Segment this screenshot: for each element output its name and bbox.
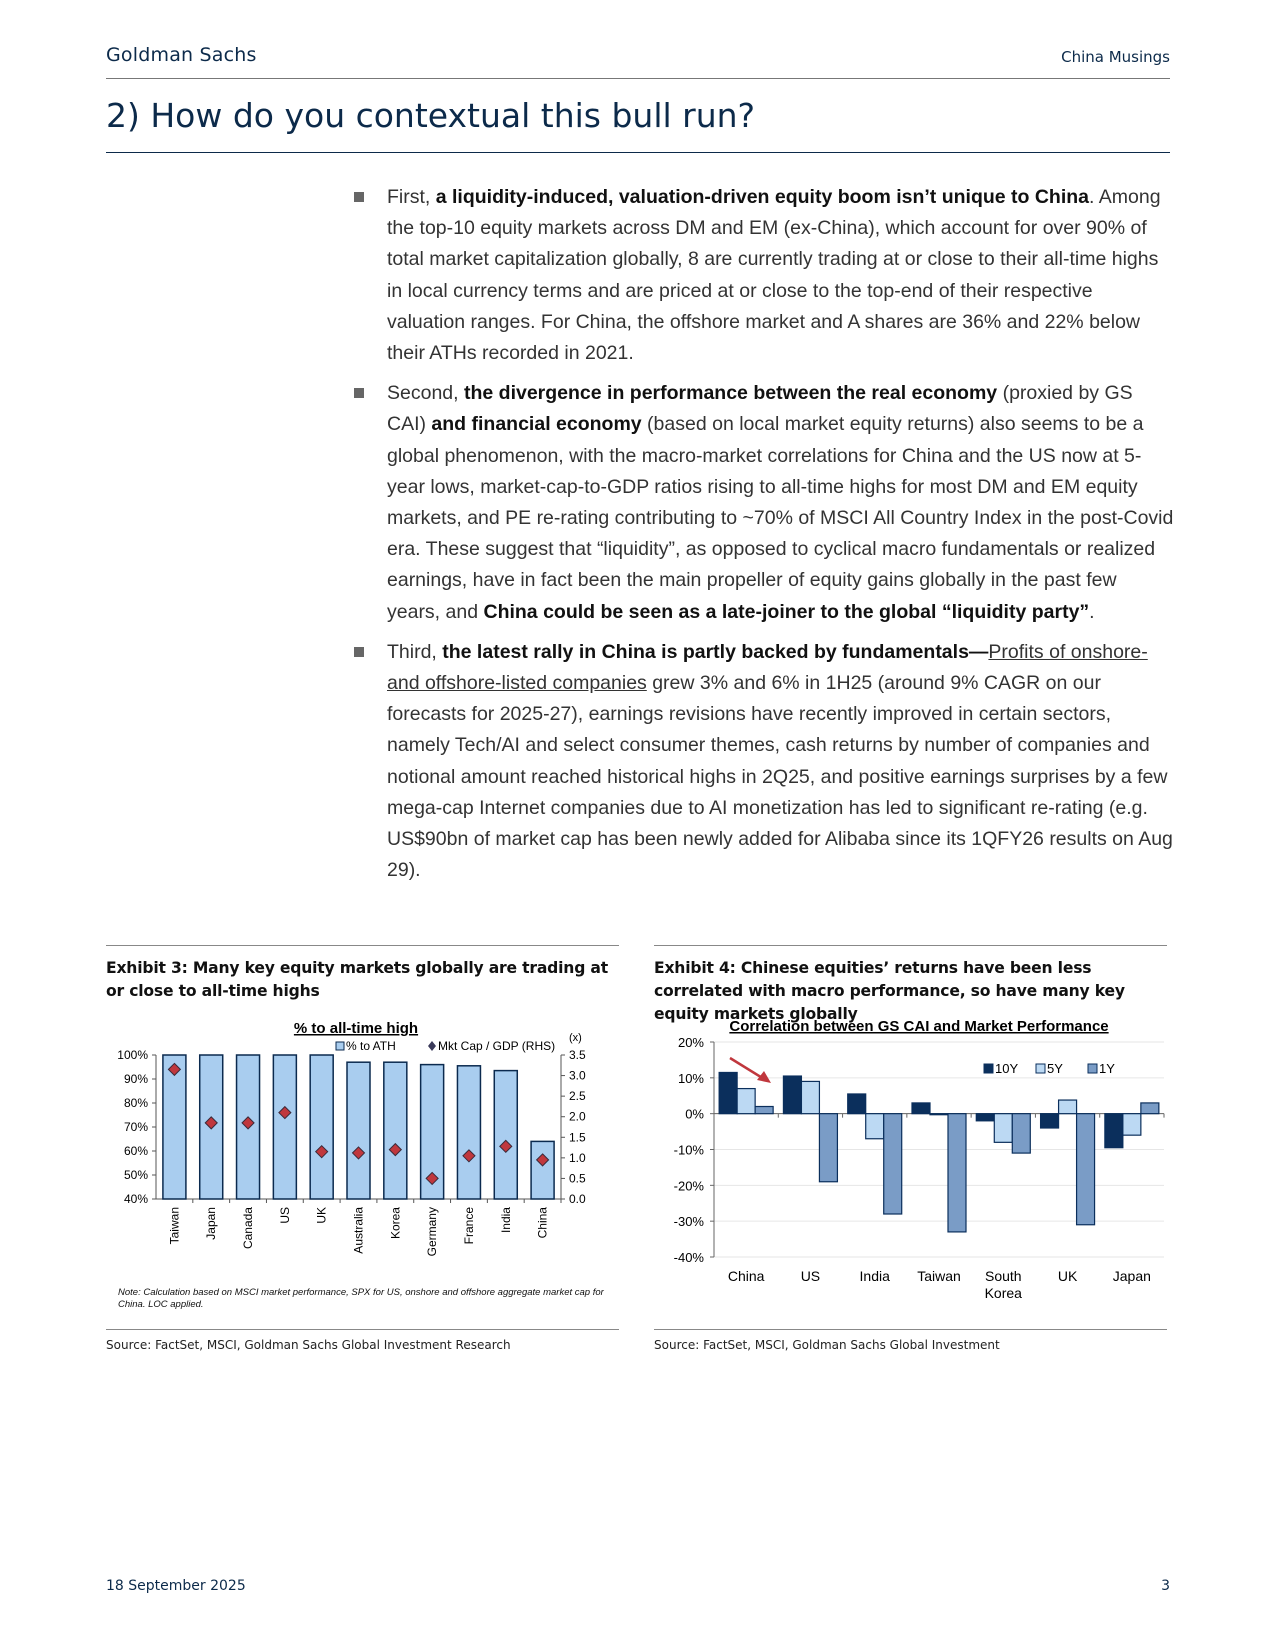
legend-swatch (1036, 1064, 1045, 1073)
y-tick-label-right: 0.5 (569, 1171, 586, 1186)
bold-text: a liquidity-induced, valuation-driven equity boom isn’t unique to China (435, 186, 1090, 208)
bar (719, 1072, 737, 1113)
x-tick-label: China (535, 1207, 550, 1239)
x-tick-label: France (461, 1207, 476, 1245)
y-tick-label: -20% (673, 1178, 704, 1194)
chart-title: Correlation between GS CAI and Market Performance (729, 1018, 1109, 1035)
bullet-square-icon (354, 647, 364, 657)
exhibit-4-top-rule (654, 945, 1167, 946)
bar (457, 1066, 480, 1199)
bar (866, 1114, 884, 1139)
header-rule (106, 78, 1170, 79)
exhibit-4-title: Exhibit 4: Chinese equities’ returns have been less correlated with macro performance, so have many key equity markets globally (654, 959, 1125, 1023)
body-text: grew 3% and 6% in 1H25 (around 9% CAGR on our forecasts for 2025-27), earnings revisions have recently improved in certain sectors, namely Tech/AI and select consumer themes, cash returns by number of companies and notional amount reached historical highs in 2Q25, and positive earnings surprises by a few mega-cap Internet companies due to AI monetization has led to significant re-rating (e.g. US$90bn of market cap has been newly added for Alibaba since its 1QFY26 results on Aug 29). (387, 672, 1173, 882)
bold-text: the latest rally in China is partly backed by fundamentals— (442, 640, 989, 663)
legend-label: 5Y (1047, 1061, 1063, 1076)
bar (1059, 1100, 1077, 1114)
bullet-square-icon (354, 388, 364, 398)
y-tick-label-right: 2.5 (569, 1089, 586, 1104)
y-tick-label-left: 40% (123, 1192, 148, 1206)
title-rule (106, 152, 1170, 153)
x-tick-label: Korea (388, 1207, 403, 1240)
bar (163, 1055, 186, 1199)
bar (1105, 1114, 1123, 1148)
bar (1123, 1114, 1141, 1136)
x-tick-label: Taiwan (167, 1207, 182, 1245)
link-text[interactable]: Profits of onshore- and offshore-listed companies (387, 640, 1148, 695)
exhibit-4-bottom-rule (654, 1329, 1167, 1330)
publication-name: China Musings (1061, 48, 1170, 66)
exhibit-3-note: Note: Calculation based on MSCI market performance, SPX for US, onshore and offshore aggregate market cap for China. LOC applied. (118, 1287, 604, 1310)
bar (848, 1094, 866, 1114)
x-tick-label: Australia (351, 1207, 366, 1254)
bar (884, 1114, 902, 1214)
body-text: First, (387, 186, 436, 208)
legend-swatch (984, 1064, 993, 1073)
x-tick-label: South (984, 1268, 1022, 1284)
exhibit-3-source: Source: FactSet, MSCI, Goldman Sachs Global Investment Research (106, 1338, 511, 1352)
bullet-item (354, 637, 1174, 887)
bar (912, 1103, 930, 1114)
bar (948, 1114, 966, 1232)
bullet-square-icon (354, 192, 364, 202)
y-tick-label-left: 80% (123, 1096, 148, 1110)
bar (273, 1055, 296, 1199)
y-tick-label-left: 70% (123, 1120, 148, 1134)
bullet-list (354, 182, 1174, 895)
bold-text: the divergence in performance between the real economy (463, 382, 998, 405)
section-title: 2) How do you contextual this bull run? (106, 96, 756, 135)
bar (930, 1114, 948, 1115)
body-text: (proxied by GS CAI) (387, 382, 1133, 436)
legend-diamond-icon (428, 1041, 436, 1051)
y-tick-label: -30% (673, 1214, 704, 1230)
exhibit-3-bottom-rule (106, 1329, 619, 1330)
bar (976, 1114, 994, 1121)
legend-label: % to ATH (346, 1039, 396, 1053)
exhibit-4 (654, 945, 1167, 1352)
legend-label: Mkt Cap / GDP (RHS) (438, 1039, 556, 1053)
bar (1012, 1114, 1030, 1153)
y-tick-label-right: 3.5 (569, 1048, 586, 1062)
y-tick-label: 0% (685, 1106, 704, 1122)
y-tick-label-left: 100% (117, 1048, 148, 1062)
body-text: . (1089, 600, 1095, 623)
bar (384, 1062, 407, 1199)
bar (1041, 1114, 1059, 1128)
y-tick-label-right: 3.0 (569, 1068, 586, 1083)
bar (737, 1089, 755, 1114)
bar (531, 1141, 554, 1199)
x-tick-label: India (498, 1207, 513, 1234)
bar (801, 1081, 819, 1113)
bullet-item (354, 182, 1174, 369)
x-tick-label: Canada (241, 1207, 256, 1250)
x-tick-label: China (727, 1268, 765, 1284)
exhibit-4-source: Source: FactSet, MSCI, Goldman Sachs Global Investment (654, 1338, 1000, 1352)
bar (1141, 1103, 1159, 1114)
x-tick-label: Korea (984, 1285, 1022, 1301)
x-tick-label: US (277, 1207, 292, 1224)
page-number: 3 (1161, 1578, 1170, 1594)
footer-date: 18 September 2025 (106, 1578, 246, 1594)
x-tick-label: Japan (204, 1207, 219, 1240)
legend-label: 1Y (1099, 1061, 1115, 1076)
y-tick-label-left: 50% (123, 1168, 148, 1182)
bold-text: and financial economy (431, 413, 642, 436)
y-tick-label-right: 1.0 (569, 1150, 586, 1165)
bar (783, 1076, 801, 1114)
bar (755, 1107, 773, 1114)
exhibit-3-title: Exhibit 3: Many key equity markets globally are trading at or close to all-time highs (106, 959, 608, 1000)
exhibit-3-chart (106, 1017, 619, 1317)
bold-text: China could be seen as a late-joiner to the global “liquidity party” (483, 600, 1090, 623)
bar (819, 1114, 837, 1182)
exhibit-4-chart (654, 1017, 1167, 1327)
y-tick-label-right: 1.5 (569, 1130, 586, 1145)
exhibit-3 (106, 945, 619, 1352)
bar (494, 1071, 517, 1199)
x-tick-label: Japan (1112, 1268, 1151, 1284)
y-tick-label-left: 90% (123, 1072, 148, 1086)
y-tick-label-right: 0.0 (569, 1192, 586, 1206)
body-text: Third, (387, 640, 443, 663)
x-tick-label: Taiwan (917, 1268, 961, 1284)
x-tick-label: UK (1057, 1268, 1078, 1284)
bar (310, 1055, 333, 1199)
legend-label: 10Y (995, 1061, 1019, 1076)
body-text: . Among the top-10 equity markets across DM and EM (ex-China), which account for over 90% of total market capitalization globally, 8 are currently trading at or close to their all-time highs in local currency terms and are priced at or close to the top-end of their respective valuation ranges. For China, the offshore market and A shares are 36% and 22% below their ATHs recorded in 2021. (387, 186, 1161, 365)
y-axis-right-unit: (x) (569, 1032, 582, 1044)
y-tick-label: -10% (673, 1142, 704, 1158)
y-tick-label: -40% (673, 1250, 704, 1265)
y-tick-label-right: 2.0 (569, 1109, 586, 1124)
x-tick-label: US (800, 1268, 821, 1284)
bar (1077, 1114, 1095, 1225)
bullet-item (354, 378, 1174, 628)
bar (347, 1062, 370, 1199)
x-tick-label: Germany (425, 1207, 440, 1257)
y-tick-label: 20% (677, 1035, 704, 1050)
y-tick-label-left: 60% (123, 1144, 148, 1158)
chart-title: % to all-time high (293, 1020, 419, 1037)
y-tick-label: 10% (677, 1070, 704, 1086)
body-text: Second, (387, 382, 464, 405)
brand-name: Goldman Sachs (106, 44, 257, 66)
x-tick-label: India (859, 1268, 890, 1284)
legend-bar-swatch (336, 1042, 344, 1050)
exhibit-3-top-rule (106, 945, 619, 946)
bar (994, 1114, 1012, 1143)
legend-swatch (1088, 1064, 1097, 1073)
body-text: (based on local market equity returns) also seems to be a global phenomenon, with the macro-market correlations for China and the US now at 5-year lows, market-cap-to-GDP ratios rising to all-time highs for most DM and EM equity markets, and PE re-rating contributing to ~70% of MSCI All Country Index in the post-Covid era. These suggest that “liquidity”, as opposed to cyclical macro fundamentals or realized earnings, have in fact been the main propeller of equity gains globally in the past few years, and (387, 413, 1174, 623)
x-tick-label: UK (314, 1207, 329, 1224)
